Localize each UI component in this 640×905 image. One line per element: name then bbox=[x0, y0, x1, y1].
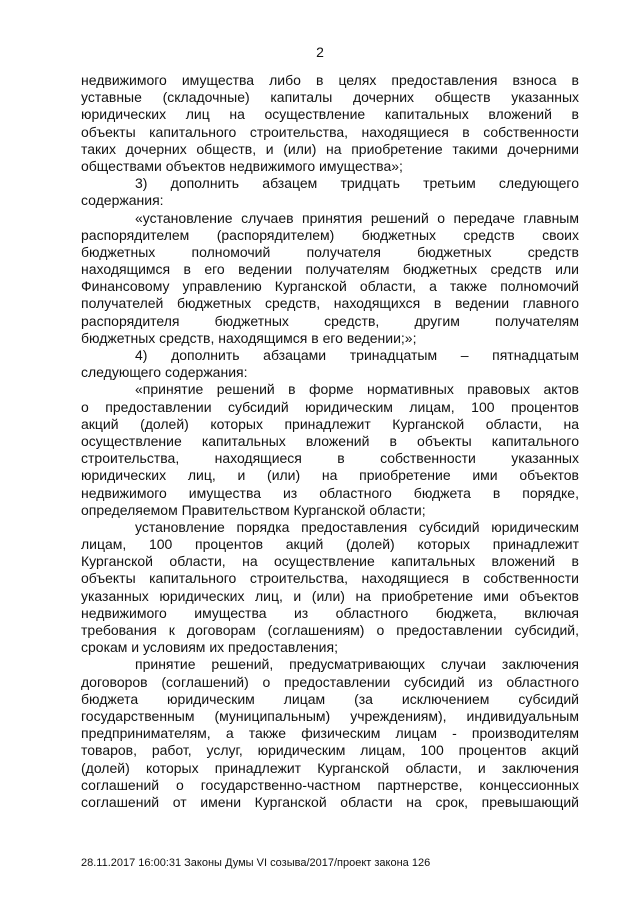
page-number: 2 bbox=[316, 44, 324, 60]
text-line: недвижимого имущества из областного бюджета в порядке, bbox=[81, 484, 579, 501]
text-line: товаров, работ, услуг, юридическим лицам, 100 процентов акций bbox=[81, 742, 579, 759]
text-line: распорядителем (распорядителем) бюджетных средств своих bbox=[81, 226, 579, 243]
text-line: соглашений о государственно-частном партнерстве, концессионных bbox=[81, 776, 579, 793]
text-line: 4) дополнить абзацами тринадцатым – пятнадцатым bbox=[135, 347, 579, 363]
text-line: юридических лиц, и (или) на приобретение ими объектов bbox=[81, 467, 579, 484]
text-line: осуществление капитальных вложений в объекты капитального bbox=[81, 432, 579, 449]
text-line: о предоставлении субсидий юридическим лицам, 100 процентов bbox=[81, 398, 579, 415]
text-line: предпринимателям, а также физическим лицам - производителям bbox=[81, 725, 579, 742]
text-line: указанных юридических лиц, и (или) на приобретение ими объектов bbox=[81, 587, 579, 604]
page-footer: 28.11.2017 16:00:31 Законы Думы VI созыва/2017/проект закона 126 bbox=[81, 857, 431, 869]
text-line: строительства, находящиеся в собственности указанных bbox=[81, 450, 579, 467]
text-line: принятие решений, предусматривающих случаи заключения bbox=[135, 656, 579, 673]
text-line: таких дочерних обществ, и (или) на приобретение такими дочерними bbox=[81, 140, 579, 157]
document-body bbox=[81, 72, 579, 811]
text-line: объекты капитального строительства, находящиеся в собственности bbox=[81, 570, 579, 587]
text-line: недвижимого имущества из областного бюджета, включая bbox=[81, 604, 579, 621]
text-line: 3) дополнить абзацем тридцать третьим следующего bbox=[135, 175, 579, 192]
text-line: «установление случаев принятия решений о передаче главным bbox=[135, 209, 579, 226]
text-line: юридических лиц на осуществление капитальных вложений в bbox=[81, 106, 579, 123]
text-line: соглашений от имени Курганской области на срок, превышающий bbox=[81, 793, 579, 810]
text-line: бюджетных средств, находящимся в его ведении;»; bbox=[81, 329, 417, 346]
text-line: «принятие решений в форме нормативных правовых актов bbox=[135, 381, 579, 398]
text-line: содержания: bbox=[81, 192, 164, 209]
text-line: уставные (складочные) капиталы дочерних обществ указанных bbox=[81, 89, 579, 106]
text-line: Финансовому управлению Курганской области, а также полномочий bbox=[81, 278, 579, 295]
text-line: установление порядка предоставления субсидий юридическим bbox=[135, 518, 579, 535]
text-line: государственным (муниципальным) учреждениям), индивидуальным bbox=[81, 707, 579, 724]
text-line: получателей бюджетных средств, находящихся в ведении главного bbox=[81, 295, 579, 312]
text-line: следующего содержания: bbox=[81, 364, 248, 381]
text-line: бюджетных полномочий получателя бюджетных средств bbox=[81, 243, 579, 260]
text-line: недвижимого имущества либо в целях предоставления взноса в bbox=[81, 72, 579, 88]
text-line: бюджета юридическим лицам (за исключением субсидий bbox=[81, 690, 579, 707]
text-line: объекты капитального строительства, находящиеся в собственности bbox=[81, 123, 579, 140]
text-line: (долей) которых принадлежит Курганской области, и заключения bbox=[81, 759, 579, 776]
text-line: Курганской области, на осуществление капитальных вложений в bbox=[81, 553, 579, 570]
text-line: распорядителя бюджетных средств, другим получателям bbox=[81, 312, 579, 329]
text-line: требования к договорам (соглашениям) о предоставлении субсидий, bbox=[81, 622, 579, 638]
text-line: лицам, 100 процентов акций (долей) которых принадлежит bbox=[81, 536, 579, 553]
text-line: находящимся в его ведении получателям бюджетных средств или bbox=[81, 261, 579, 278]
text-line: договоров (соглашений) о предоставлении субсидий из областного bbox=[81, 673, 579, 690]
text-line: обществами объектов недвижимого имущества»; bbox=[81, 157, 403, 174]
text-line: определяемом Правительством Курганской области; bbox=[81, 501, 426, 518]
text-line: акций (долей) которых принадлежит Курганской области, на bbox=[81, 415, 579, 432]
text-line: срокам и условиям их предоставления; bbox=[81, 639, 338, 656]
